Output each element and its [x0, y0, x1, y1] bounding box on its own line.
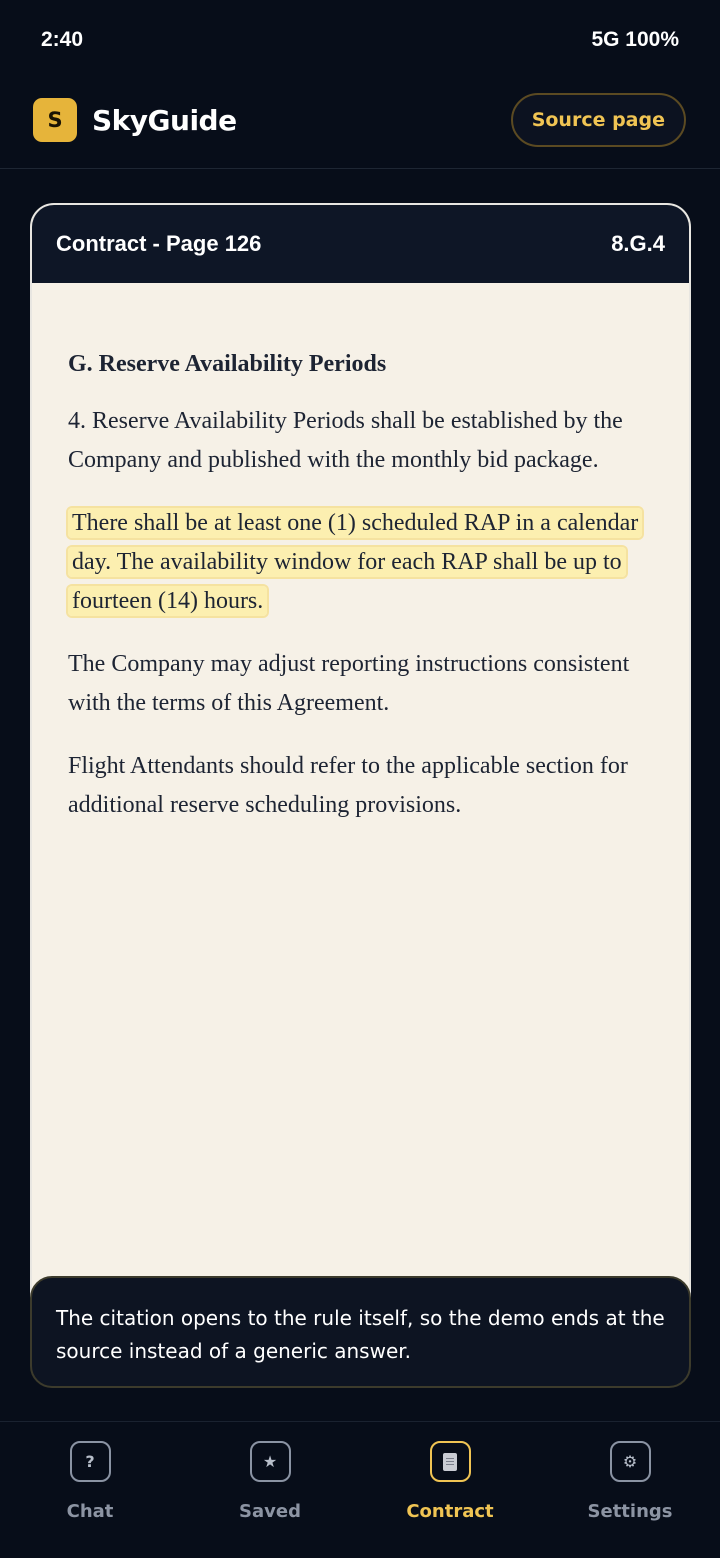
brand: [33, 98, 237, 142]
gear-icon: ⚙: [610, 1441, 651, 1482]
star-icon: ★: [250, 1441, 291, 1482]
status-network: 5G 100%: [591, 28, 679, 51]
nav-item-settings[interactable]: [540, 1422, 720, 1558]
paragraph: The Company may adjust reporting instructions consistent with the terms of this Agreement.: [68, 651, 630, 716]
document-icon: [430, 1441, 471, 1482]
app-logo-icon: S: [33, 98, 77, 142]
document-glyph: [443, 1453, 457, 1471]
caption-overlay: The citation opens to the rule itself, so the demo ends at the source instead of a generic answer.: [30, 1276, 691, 1388]
question-icon: ?: [70, 1441, 111, 1482]
contract-document-card: [30, 203, 691, 1323]
highlighted-paragraph: [68, 504, 653, 621]
nav-label: Chat: [66, 1501, 114, 1522]
status-time: 2:40: [41, 28, 84, 51]
nav-item-contract[interactable]: [360, 1422, 540, 1558]
nav-label: Saved: [239, 1501, 301, 1522]
section-reference: 8.G.4: [611, 231, 665, 256]
source-page-button[interactable]: Source page: [511, 93, 686, 147]
bottom-nav: [0, 1421, 720, 1558]
section-heading: G. Reserve Availability Periods: [68, 351, 387, 377]
status-bar: [0, 0, 720, 80]
nav-label: Contract: [406, 1501, 494, 1522]
paragraph: Flight Attendants should refer to the applicable section for additional reserve scheduling provisions.: [68, 753, 628, 818]
document-header: [32, 205, 689, 283]
nav-item-chat[interactable]: [0, 1422, 180, 1558]
nav-label: Settings: [587, 1501, 673, 1522]
nav-item-saved[interactable]: [180, 1422, 360, 1558]
document-body: [32, 283, 689, 825]
app-header: [0, 80, 720, 169]
highlighted-citation: There shall be at least one (1) scheduled RAP in a calendar day. The availability window for each RAP shall be up to fourteen (14) hours.: [68, 508, 642, 616]
app-name: SkyGuide: [92, 103, 237, 137]
document-title: Contract - Page 126: [56, 231, 262, 256]
paragraph: 4. Reserve Availability Periods shall be established by the Company and published with the monthly bid package.: [68, 408, 623, 473]
